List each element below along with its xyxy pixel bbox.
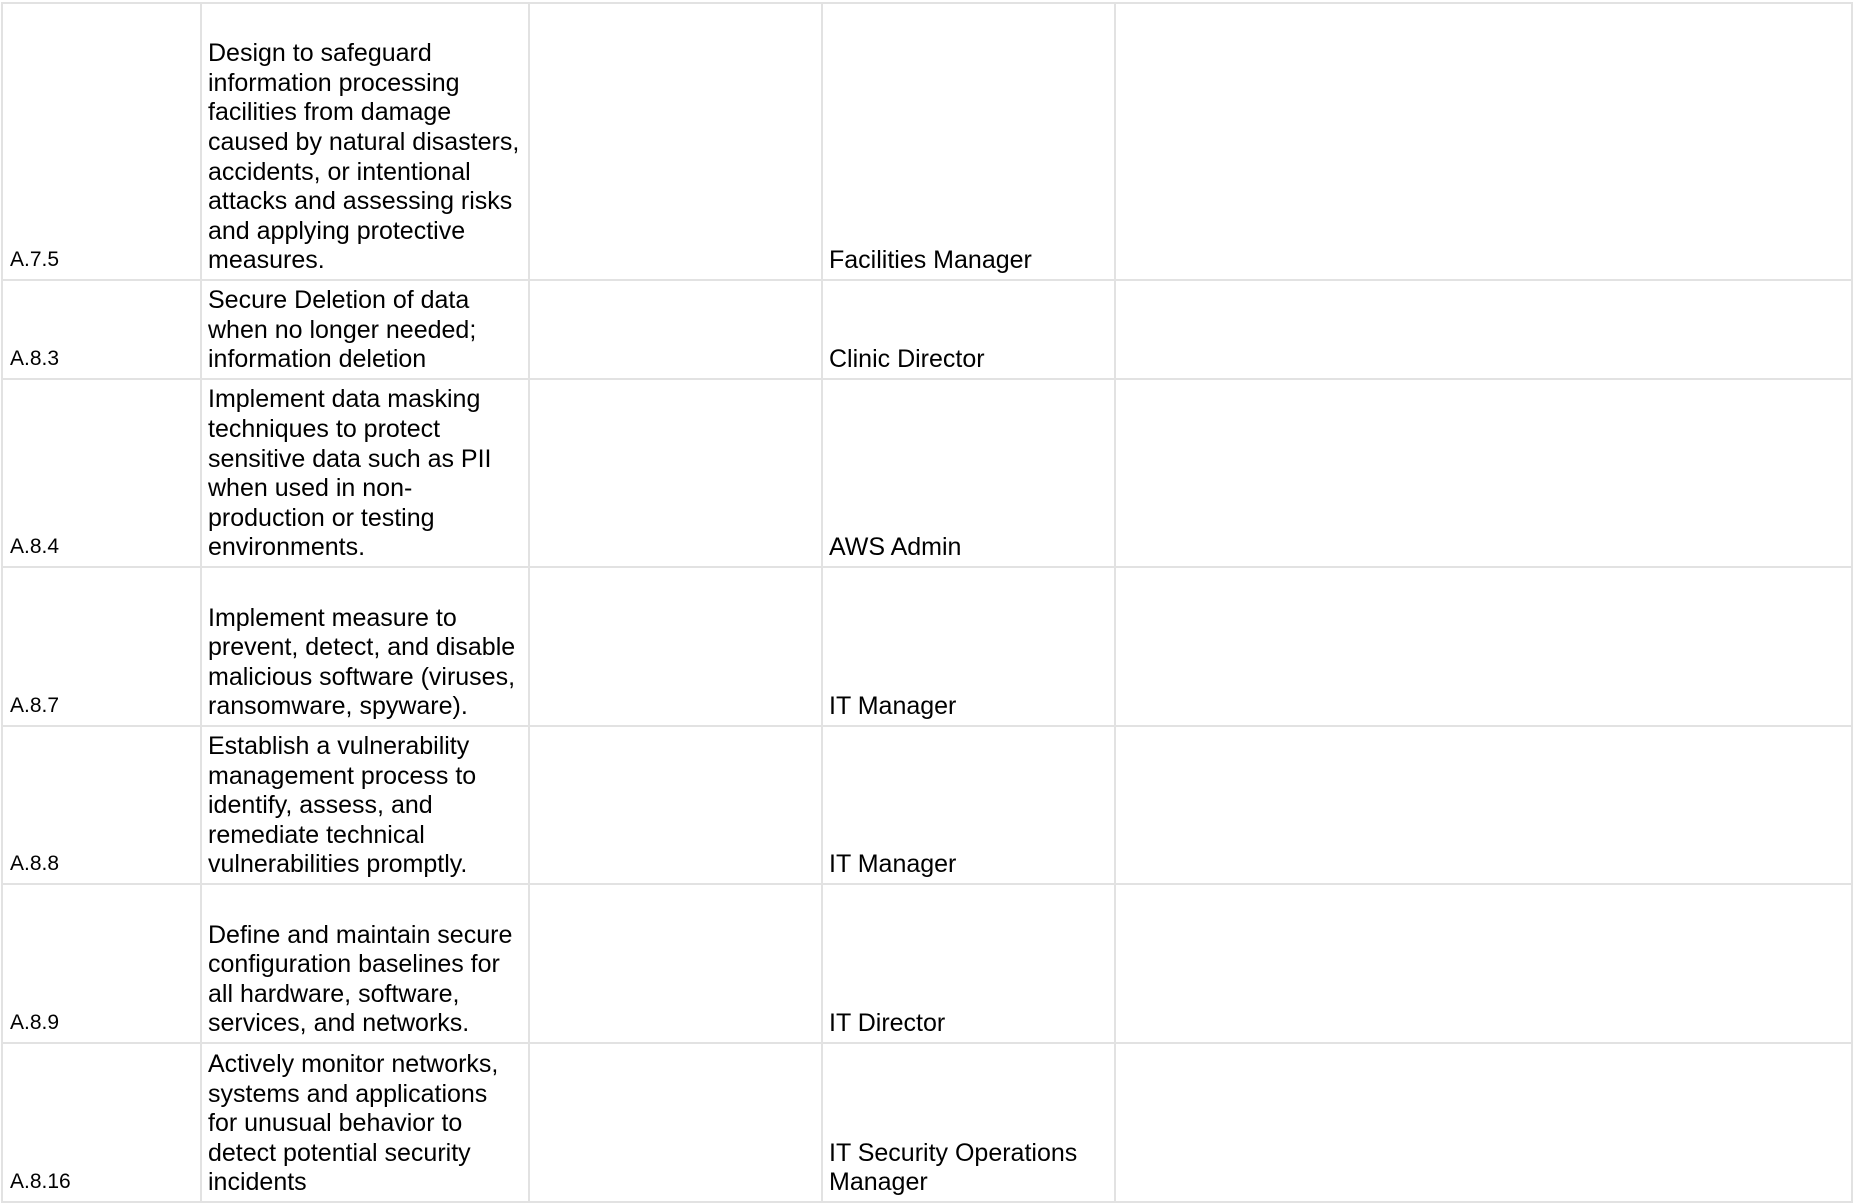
control-id-cell[interactable]: A.8.9 <box>2 884 201 1043</box>
controls-table <box>1 2 1853 1203</box>
control-id-cell[interactable]: A.8.16 <box>2 1043 201 1202</box>
table-row <box>2 280 1852 379</box>
control-id-cell[interactable]: A.8.4 <box>2 379 201 567</box>
table-row <box>2 3 1852 280</box>
empty-cell[interactable] <box>1115 1043 1852 1202</box>
empty-cell[interactable] <box>1115 280 1852 379</box>
control-description-cell[interactable]: Design to safeguard information processing facilities from damage caused by natural disasters, accidents, or intentional attacks and assessing risks and applying protective measures. <box>201 3 529 280</box>
control-owner-cell[interactable]: IT Manager <box>822 567 1115 726</box>
control-id-cell[interactable]: A.8.7 <box>2 567 201 726</box>
control-description-cell[interactable]: Define and maintain secure configuration baselines for all hardware, software, services, and networks. <box>201 884 529 1043</box>
empty-cell[interactable] <box>529 726 822 884</box>
control-id-cell[interactable]: A.8.8 <box>2 726 201 884</box>
control-description-cell[interactable]: Actively monitor networks, systems and applications for unusual behavior to detect potential security incidents <box>201 1043 529 1202</box>
control-id-cell[interactable]: A.8.3 <box>2 280 201 379</box>
control-description-cell[interactable]: Secure Deletion of data when no longer needed; information deletion <box>201 280 529 379</box>
empty-cell[interactable] <box>1115 567 1852 726</box>
empty-cell[interactable] <box>529 379 822 567</box>
empty-cell[interactable] <box>529 1043 822 1202</box>
empty-cell[interactable] <box>1115 379 1852 567</box>
control-owner-cell[interactable]: Clinic Director <box>822 280 1115 379</box>
empty-cell[interactable] <box>1115 884 1852 1043</box>
control-owner-cell[interactable]: AWS Admin <box>822 379 1115 567</box>
empty-cell[interactable] <box>529 280 822 379</box>
control-description-cell[interactable]: Implement data masking techniques to protect sensitive data such as PII when used in non-production or testing environments. <box>201 379 529 567</box>
control-owner-cell[interactable]: Facilities Manager <box>822 3 1115 280</box>
empty-cell[interactable] <box>529 884 822 1043</box>
control-owner-cell[interactable]: IT Manager <box>822 726 1115 884</box>
table-row <box>2 726 1852 884</box>
control-description-cell[interactable]: Implement measure to prevent, detect, and disable malicious software (viruses, ransomware, spyware). <box>201 567 529 726</box>
control-description-cell[interactable]: Establish a vulnerability management process to identify, assess, and remediate technical vulnerabilities promptly. <box>201 726 529 884</box>
control-owner-cell[interactable]: IT Director <box>822 884 1115 1043</box>
empty-cell[interactable] <box>1115 726 1852 884</box>
control-id-cell[interactable]: A.7.5 <box>2 3 201 280</box>
table-row <box>2 567 1852 726</box>
empty-cell[interactable] <box>529 3 822 280</box>
table-row <box>2 884 1852 1043</box>
control-owner-cell[interactable]: IT Security Operations Manager <box>822 1043 1115 1202</box>
table-row <box>2 1043 1852 1202</box>
empty-cell[interactable] <box>529 567 822 726</box>
table-row <box>2 379 1852 567</box>
empty-cell[interactable] <box>1115 3 1852 280</box>
